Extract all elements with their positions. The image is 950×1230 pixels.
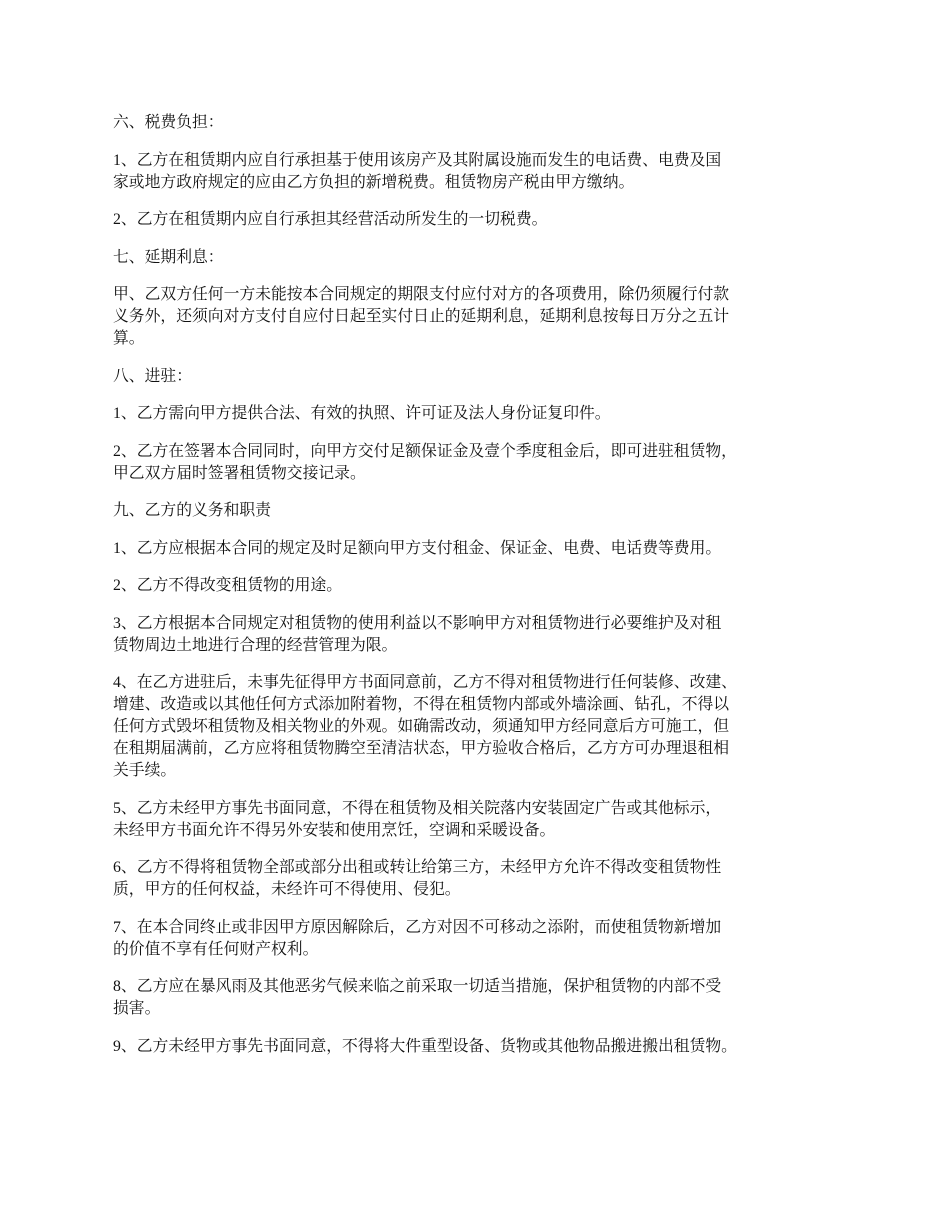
clause-paragraph: 2、乙方在租赁期内应自行承担其经营活动所发生的一切税费。 bbox=[113, 211, 548, 228]
clause-paragraph: 1、乙方应根据本合同的规定及时足额向甲方支付租金、保证金、电费、电话费等费用。 bbox=[113, 539, 722, 557]
clause-paragraph: 1、乙方在租赁期内应自行承担基于使用该房产及其附属设施而发生的电话费、电费及国 家或地方政府规定的应由乙方负担的新增税费。租赁物房产税由甲方缴纳。 bbox=[113, 151, 722, 191]
clause-paragraph: 5、乙方未经甲方事先书面同意，不得在租赁物及相关院落内安装固定广告或其他标示， 未经甲方书面允许不得另外安装和使用烹饪，空调和采暖设备。 bbox=[113, 799, 722, 839]
clause-paragraph: 2、乙方不得改变租赁物的用途。 bbox=[113, 577, 343, 594]
document-page bbox=[113, 112, 843, 1073]
clause-paragraph: 9、乙方未经甲方事先书面同意，不得将大件重型设备、货物或其他物品搬进搬出租赁物。 bbox=[113, 1037, 737, 1055]
clause-paragraph: 8、乙方应在暴风雨及其他恶劣气候来临之前采取一切适当措施，保护租赁物的内部不受 损害。 bbox=[113, 978, 722, 1017]
clause-paragraph: 6、乙方不得将租赁物全部或部分出租或转让给第三方，未经甲方允许不得改变租赁物性 质，甲方的任何权益，未经许可不得使用、侵犯。 bbox=[113, 859, 722, 898]
clause-paragraph: 1、乙方需向甲方提供合法、有效的执照、许可证及法人身份证复印件。 bbox=[113, 405, 611, 422]
section-heading-tenant-duties: 九、乙方的义务和职责 bbox=[113, 502, 271, 519]
clause-paragraph: 2、乙方在签署本合同同时，向甲方交付足额保证金及壹个季度租金后，即可进驻租赁物， 甲乙双方届时签署租赁物交接记录。 bbox=[113, 442, 737, 482]
clause-paragraph: 4、在乙方进驻后，未事先征得甲方书面同意前，乙方不得对租赁物进行任何装修、改建、 增建、改造或以其他任何方式添加附着物，不得在租赁物内部或外墙涂画、钻孔，不得以 任何方式毁坏租赁物及相关物业的外观。如确需改动，须通知甲方经同意后方可施工，但 在租期届满前，乙方应将租赁物腾空至清洁状态，甲方验收合格后，乙方方可办理退租相 关手续。 bbox=[113, 674, 737, 779]
section-heading-late-interest: 七、延期利息： bbox=[113, 248, 224, 266]
section-heading-taxes: 六、税费负担： bbox=[113, 114, 224, 131]
clause-paragraph: 7、在本合同终止或非因甲方原因解除后，乙方对因不可移动之添附，而使租赁物新增加 的价值不享有任何财产权利。 bbox=[113, 918, 722, 958]
section-heading-move-in: 八、进驻： bbox=[113, 367, 192, 385]
clause-paragraph: 甲、乙双方任何一方未能按本合同规定的期限支付应付对方的各项费用，除仍须履行付款 义务外，还须向对方支付自应付日起至实付日止的延期利息，延期利息按每日万分之五计 算。 bbox=[113, 286, 730, 347]
clause-paragraph: 3、乙方根据本合同规定对租赁物的使用利益以不影响甲方对租赁物进行必要维护及对租 赁物周边土地进行合理的经营管理为限。 bbox=[113, 614, 722, 654]
